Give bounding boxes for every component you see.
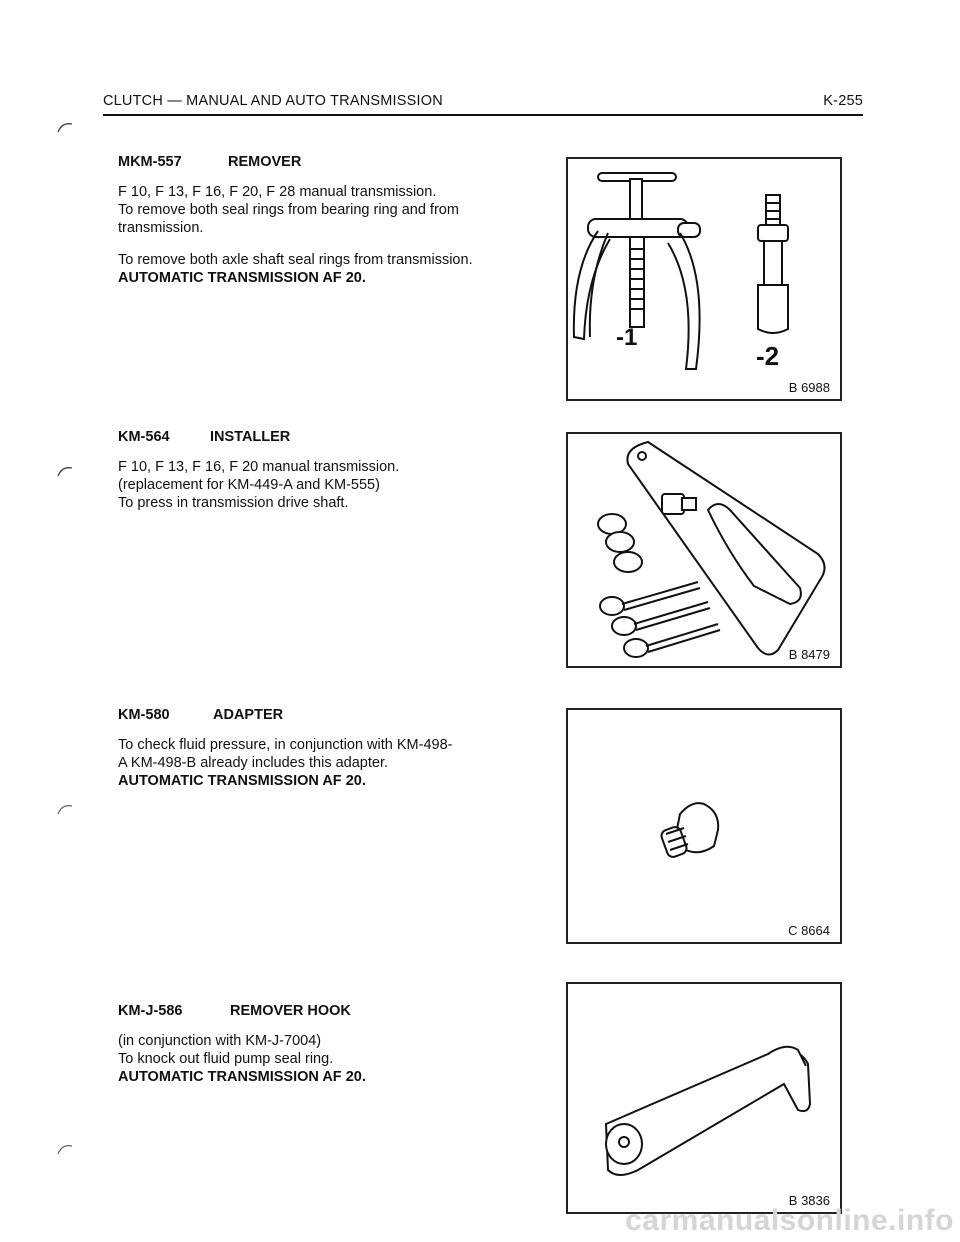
tool-section-km-564 — [118, 428, 538, 512]
tool-application: AUTOMATIC TRANSMISSION AF 20. — [118, 773, 366, 789]
margin-mark — [56, 118, 76, 138]
part-label: -2 — [756, 341, 780, 371]
tool-description: To check fluid pressure, in conjunction with KM-498-A KM-498-B already includes this adapter. — [118, 737, 453, 771]
tool-description: To press in transmission drive shaft. — [118, 495, 349, 511]
tool-description: To remove both axle shaft seal rings from transmission. — [118, 252, 473, 268]
installer-illustration — [568, 434, 840, 666]
tool-code: KM-564 — [118, 429, 170, 445]
remover-hook-illustration — [568, 984, 840, 1212]
tool-title — [118, 153, 538, 171]
figure-remover — [566, 157, 842, 401]
tool-section-mkm-557 — [118, 153, 538, 287]
tool-code: KM-580 — [118, 707, 170, 723]
tool-code: MKM-557 — [118, 154, 182, 170]
tool-name: REMOVER — [228, 154, 302, 170]
header-title: CLUTCH — MANUAL AND AUTO TRANSMISSION — [103, 93, 443, 109]
adapter-illustration — [568, 710, 840, 942]
figure-caption: B 8479 — [788, 647, 830, 662]
tool-application: AUTOMATIC TRANSMISSION AF 20. — [118, 1069, 366, 1085]
watermark: carmanualsonline.info — [625, 1204, 954, 1237]
tool-description: To remove both seal rings from bearing ring and from transmission. — [118, 202, 459, 236]
tool-section-km-580 — [118, 706, 458, 790]
remover-illustration — [568, 159, 840, 399]
tool-name: REMOVER HOOK — [230, 1003, 351, 1019]
figure-caption: B 3836 — [788, 1193, 830, 1208]
tool-title — [118, 428, 538, 446]
figure-installer — [566, 432, 842, 668]
tool-description: To knock out fluid pump seal ring. — [118, 1051, 334, 1067]
tool-title — [118, 1002, 538, 1020]
part-label: -1 — [616, 324, 638, 351]
tool-title — [118, 706, 458, 724]
page-header — [103, 92, 863, 116]
margin-mark — [56, 800, 76, 820]
tool-section-km-j-586 — [118, 1002, 538, 1086]
margin-mark — [56, 1140, 76, 1160]
tool-description: F 10, F 13, F 16, F 20, F 28 manual transmission. — [118, 184, 437, 200]
figure-adapter — [566, 708, 842, 944]
tool-description: F 10, F 13, F 16, F 20 manual transmission. — [118, 459, 400, 475]
page-number: K-255 — [823, 93, 863, 109]
margin-mark — [56, 462, 76, 482]
tool-application: AUTOMATIC TRANSMISSION AF 20. — [118, 270, 366, 286]
tool-description: (in conjunction with KM-J-7004) — [118, 1033, 322, 1049]
figure-caption: C 8664 — [788, 923, 830, 938]
figure-remover-hook — [566, 982, 842, 1214]
figure-caption: B 6988 — [788, 380, 830, 395]
tool-name: ADAPTER — [213, 707, 284, 723]
tool-name: INSTALLER — [210, 429, 291, 445]
tool-code: KM-J-586 — [118, 1003, 183, 1019]
tool-description: (replacement for KM-449-A and KM-555) — [118, 477, 380, 493]
